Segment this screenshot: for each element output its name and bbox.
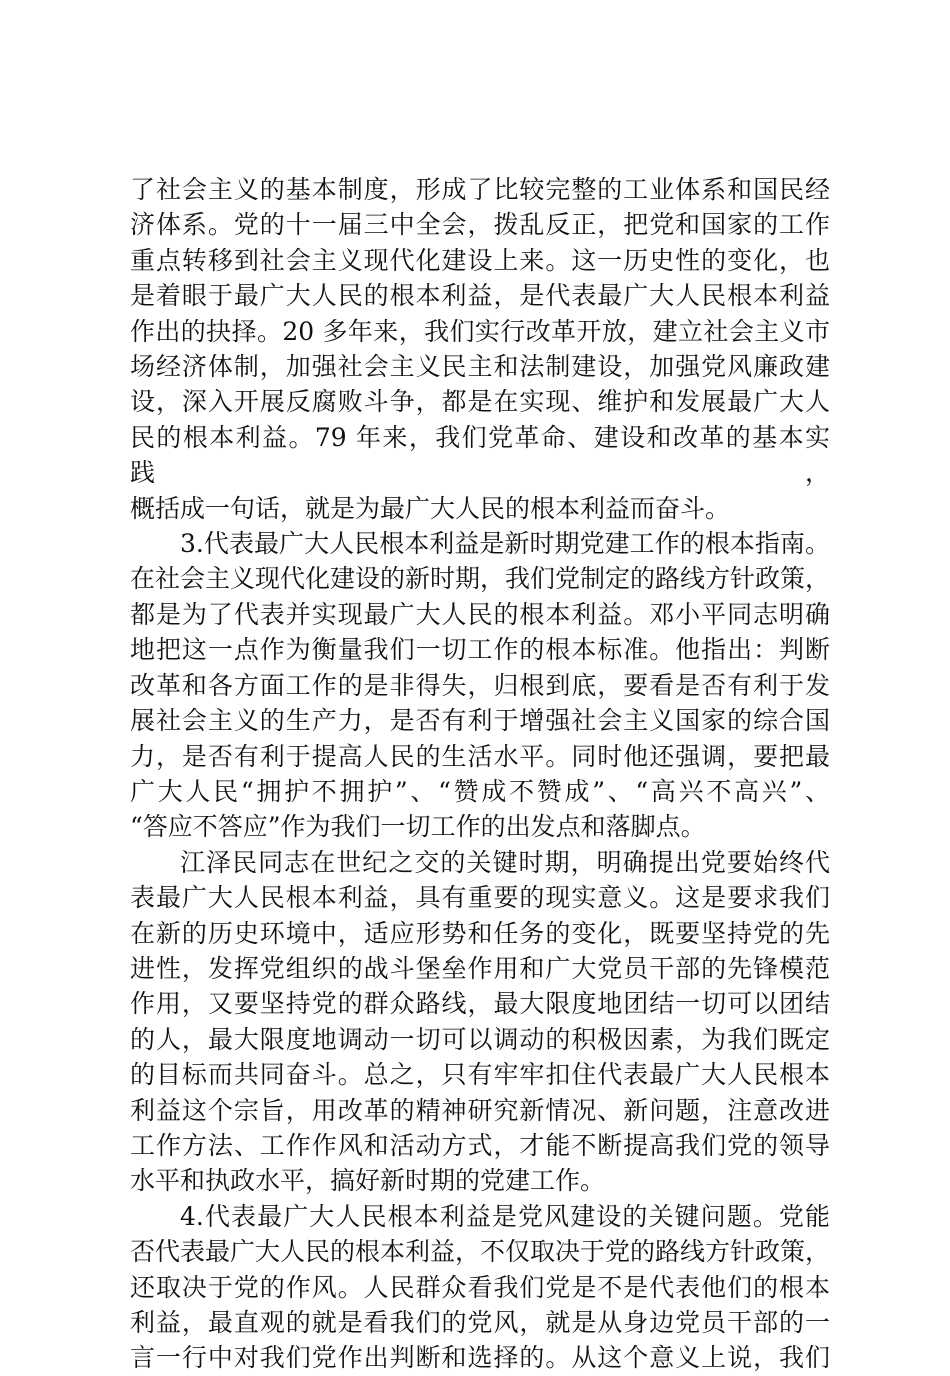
text-line: 都是为了代表并实现最广大人民的根本利益。邓小平同志明确 <box>130 599 830 629</box>
text-line: 工作方法、工作作风和活动方式，才能不断提高我们党的领导 <box>130 1130 830 1160</box>
text-line: 概括成一句话，就是为最广大人民的根本利益而奋斗。 <box>130 493 731 523</box>
text-line: 还取决于党的作风。人民群众看我们党是不是代表他们的根本 <box>130 1272 830 1302</box>
text-line: 场经济体制，加强社会主义民主和法制建设，加强党风廉政建 <box>130 352 830 382</box>
text-line: 江泽民同志在世纪之交的关键时期，明确提出党要始终代 <box>180 847 830 877</box>
text-line: 在社会主义现代化建设的新时期，我们党制定的路线方针政策， <box>130 564 831 594</box>
text-line: 的人，最大限度地调动一切可以调动的积极因素，为我们既定 <box>130 1024 830 1054</box>
section-heading-line: 4.代表最广大人民根本利益是党风建设的关键问题。党能 <box>180 1201 830 1231</box>
text-line: 在新的历史环境中，适应形势和任务的变化，既要坚持党的先 <box>130 918 830 948</box>
text-line: 重点转移到社会主义现代化建设上来。这一历史性的变化，也 <box>130 245 830 275</box>
text-line: 作用，又要坚持党的群众路线，最大限度地团结一切可以团结 <box>130 989 830 1019</box>
text-line: 言一行中对我们党作出判断和选择的。从这个意义上说，我们 <box>130 1343 830 1373</box>
text-line: 力，是否有利于提高人民的生活水平。同时他还强调，要把最 <box>130 741 830 771</box>
text-line: 民的根本利益。79 年来，我们党革命、建设和改革的基本实践， <box>130 422 830 488</box>
text-line: 作出的抉择。20 多年来，我们实行改革开放，建立社会主义市 <box>130 316 830 346</box>
text-line: “答应不答应”作为我们一切工作的出发点和落脚点。 <box>130 812 706 842</box>
text-line: 展社会主义的生产力，是否有利于增强社会主义国家的综合国 <box>130 706 830 736</box>
text-line: 济体系。党的十一届三中全会，拨乱反正，把党和国家的工作 <box>130 210 830 240</box>
text-line: 地把这一点作为衡量我们一切工作的根本标准。他指出：判断 <box>130 635 830 665</box>
text-line: 了社会主义的基本制度，形成了比较完整的工业体系和国民经 <box>130 175 830 204</box>
document-body <box>130 172 830 1376</box>
text-line: 设，深入开展反腐败斗争，都是在实现、维护和发展最广大人 <box>130 387 830 417</box>
text-line: 广大人民“拥护不拥护”、“赞成不赞成”、“高兴不高兴”、 <box>130 776 830 806</box>
text-line: 否代表最广大人民的根本利益，不仅取决于党的路线方针政策， <box>130 1237 831 1267</box>
text-line: 水平和执政水平，搞好新时期的党建工作。 <box>130 1166 606 1196</box>
text-line: 表最广大人民根本利益，具有重要的现实意义。这是要求我们 <box>130 883 830 913</box>
text-line: 改革和各方面工作的是非得失，归根到底，要看是否有利于发 <box>130 670 830 700</box>
text-line: 的目标而共同奋斗。总之，只有牢牢扣住代表最广大人民根本 <box>130 1060 830 1090</box>
text-line: 是着眼于最广大人民的根本利益，是代表最广大人民根本利益 <box>130 281 830 311</box>
text-line: 利益这个宗旨，用改革的精神研究新情况、新问题，注意改进 <box>130 1095 830 1125</box>
text-line: 进性，发挥党组织的战斗堡垒作用和广大党员干部的先锋模范 <box>130 953 830 983</box>
section-heading-line: 3.代表最广大人民根本利益是新时期党建工作的根本指南。 <box>180 529 830 559</box>
text-line: 利益，最直观的就是看我们的党风，就是从身边党员干部的一 <box>130 1308 830 1337</box>
